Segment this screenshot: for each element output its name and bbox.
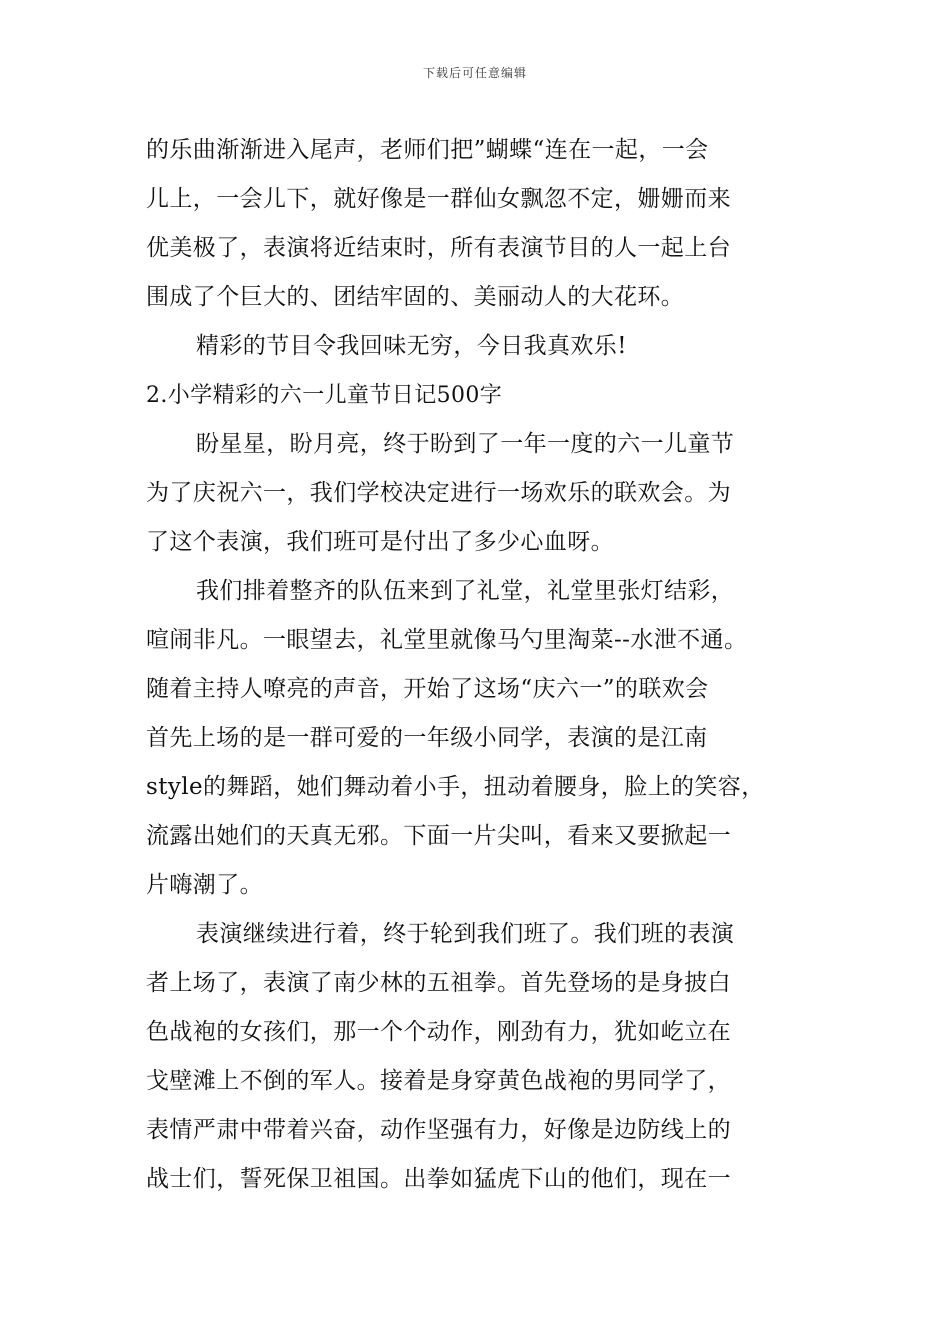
paragraph-first-line: 表演继续进行着，终于轮到我们班了。我们班的表演 — [196, 921, 735, 947]
page-header-note: 下载后可任意编辑 — [422, 66, 527, 80]
text-line: 片嗨潮了。 — [146, 872, 263, 898]
text-line: 随着主持人嘹亮的声音，开始了这场“庆六一”的联欢会 — [146, 676, 709, 702]
paragraph-first-line: 盼星星，盼月亮，终于盼到了一年一度的六一儿童节 — [196, 431, 735, 457]
text-line: 首先上场的是一群可爱的一年级小同学，表演的是江南 — [146, 725, 708, 751]
text-line: 喧闹非凡。一眼望去，礼堂里就像马勺里淘菜--水泄不通。 — [146, 627, 748, 653]
text-line: 表情严肃中带着兴奋，动作坚强有力，好像是边防线上的 — [146, 1117, 731, 1143]
text-line: style的舞蹈，她们舞动着小手，扭动着腰身，脸上的笑容， — [146, 774, 765, 800]
text-line: 为了庆祝六一，我们学校决定进行一场欢乐的联欢会。为 — [146, 480, 731, 506]
text-line: 者上场了，表演了南少林的五祖拳。首先登场的是身披白 — [146, 970, 731, 996]
text-line: 优美极了，表演将近结束时，所有表演节目的人一起上台 — [146, 235, 731, 261]
section-heading: 2.小学精彩的六一儿童节日记500字 — [146, 383, 503, 408]
paragraph-first-line: 精彩的节目令我回味无穷，今日我真欢乐! — [196, 333, 627, 359]
text-line: 戈壁滩上不倒的军人。接着是身穿黄色战袍的男同学了， — [146, 1068, 731, 1094]
text-line: 战士们，誓死保卫祖国。出拳如猛虎下山的他们，现在一 — [146, 1166, 731, 1192]
text-line: 流露出她们的天真无邪。下面一片尖叫，看来又要掀起一 — [146, 823, 731, 849]
text-line: 围成了个巨大的、团结牢固的、美丽动人的大花环。 — [146, 284, 685, 310]
text-line: 儿上，一会儿下，就好像是一群仙女飘忽不定，姗姗而来 — [146, 186, 731, 212]
text-line: 色战袍的女孩们，那一个个动作，刚劲有力，犹如屹立在 — [146, 1019, 731, 1045]
text-line: 了这个表演，我们班可是付出了多少心血呀。 — [146, 529, 614, 555]
document-body — [146, 126, 826, 1204]
paragraph-first-line: 我们排着整齐的队伍来到了礼堂，礼堂里张灯结彩， — [196, 578, 735, 604]
text-line: 的乐曲渐渐进入尾声，老师们把”蝴蝶“连在一起，一会 — [146, 137, 709, 163]
